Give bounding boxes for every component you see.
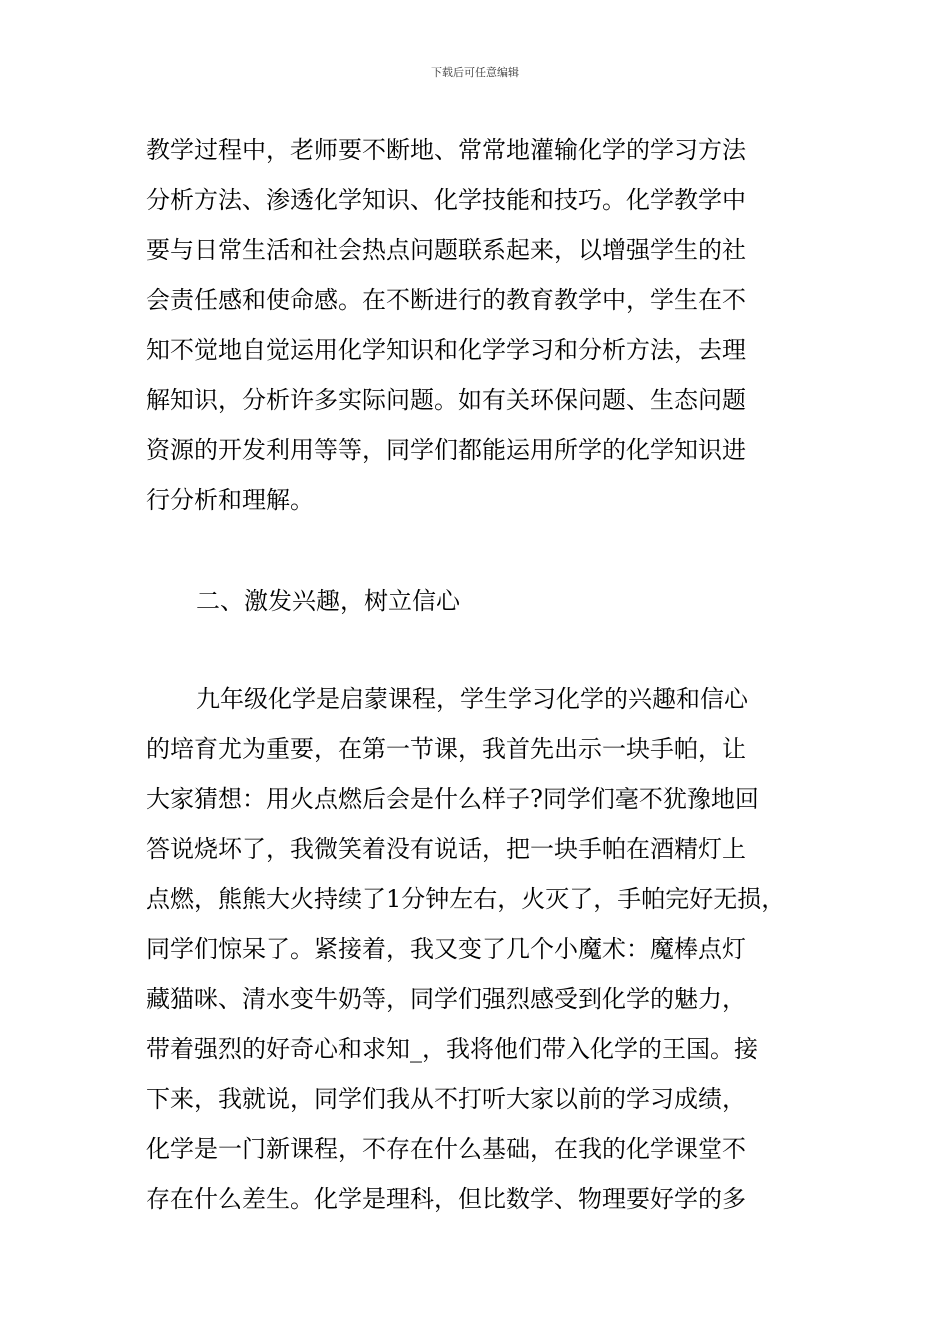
text-line: 同学们惊呆了。紧接着，我又变了几个小魔术：魔棒点灯 <box>146 935 746 963</box>
paragraph-2 <box>146 674 836 1224</box>
page-header: 下载后可任意编辑 <box>431 66 519 79</box>
text-line: 解知识，分析许多实际问题。如有关环保问题、生态问题 <box>146 386 746 414</box>
paragraph-1 <box>146 125 836 525</box>
text-line: 要与日常生活和社会热点问题联系起来，以增强学生的社 <box>146 236 746 264</box>
text-line: 大家猜想：用火点燃后会是什么样子?同学们毫不犹豫地回 <box>146 785 759 813</box>
text-line: 九年级化学是启蒙课程，学生学习化学的兴趣和信心 <box>196 685 748 713</box>
text-line: 答说烧坏了，我微笑着没有说话，把一块手帕在酒精灯上 <box>146 835 746 863</box>
text-line: 会责任感和使命感。在不断进行的教育教学中，学生在不 <box>146 286 746 314</box>
section-heading-text: 二、激发兴趣，树立信心 <box>196 587 460 615</box>
text-line: 化学是一门新课程，不存在什么基础，在我的化学课堂不 <box>146 1135 746 1163</box>
text-line: 知不觉地自觉运用化学知识和化学学习和分析方法，去理 <box>146 336 746 364</box>
section-heading <box>196 576 796 626</box>
text-line: 教学过程中，老师要不断地、常常地灌输化学的学习方法 <box>146 136 746 164</box>
text-line: 点燃，熊熊大火持续了1分钟左右，火灭了，手帕完好无损， <box>146 885 786 913</box>
text-line: 下来，我就说，同学们我从不打听大家以前的学习成绩， <box>146 1085 746 1113</box>
text-line: 带着强烈的好奇心和求知_，我将他们带入化学的王国。接 <box>146 1035 758 1063</box>
text-line: 藏猫咪、清水变牛奶等，同学们强烈感受到化学的魅力， <box>146 985 746 1013</box>
text-line: 行分析和理解。 <box>146 486 314 514</box>
text-line: 资源的开发利用等等，同学们都能运用所学的化学知识进 <box>146 436 746 464</box>
text-line: 存在什么差生。化学是理科，但比数学、物理要好学的多 <box>146 1185 746 1213</box>
text-line: 的培育尤为重要，在第一节课，我首先出示一块手帕，让 <box>146 735 746 763</box>
text-line: 分析方法、渗透化学知识、化学技能和技巧。化学教学中 <box>146 186 746 214</box>
